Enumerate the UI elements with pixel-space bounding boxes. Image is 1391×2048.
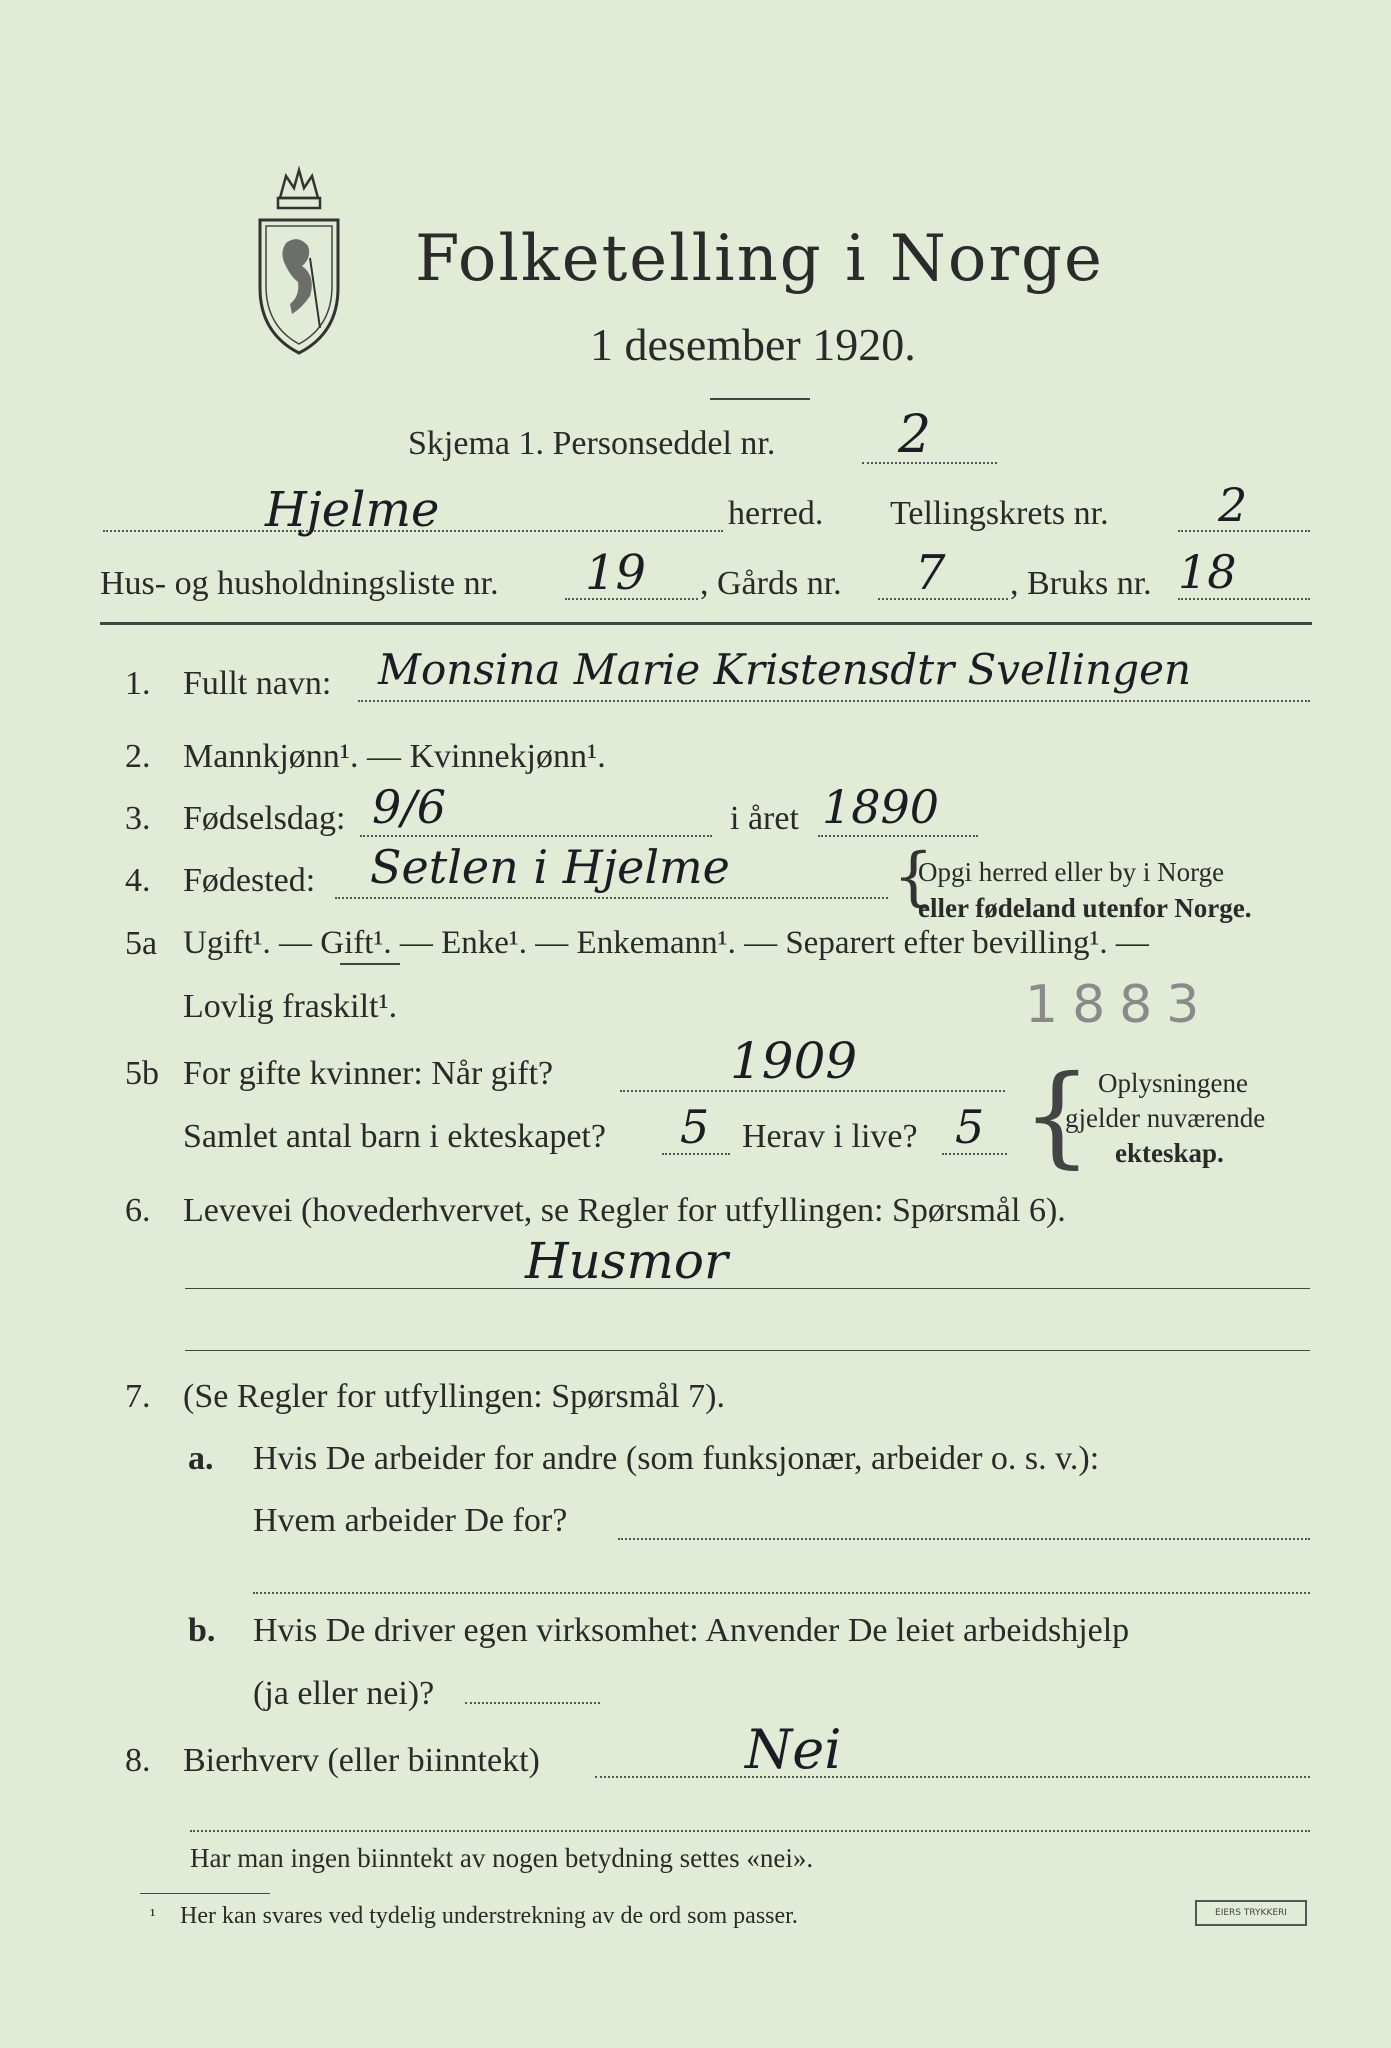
q6-label: Levevei (hovederhvervet, se Regler for utfyllingen: Spørsmål 6). [183, 1192, 1066, 1229]
bruks-label: , Bruks nr. [1010, 565, 1152, 602]
q7a-label2: Hvem arbeider De for? [253, 1502, 568, 1539]
q2-number: 2. [125, 738, 151, 775]
gards-label: , Gårds nr. [700, 565, 842, 602]
q7b-label2: (ja eller nei)? [253, 1675, 435, 1712]
q4-brace: { [893, 840, 934, 914]
herred-value: Hjelme [265, 482, 440, 538]
q5b-note-line2: gjelder nuværende [1065, 1103, 1266, 1133]
birthdate-value: 9/6 [372, 780, 447, 834]
alive-value: 5 [955, 1100, 985, 1154]
q6-line1 [185, 1288, 1310, 1289]
q7b-number: b. [188, 1612, 216, 1649]
q3-line [360, 835, 712, 837]
year-label: i året [730, 800, 799, 837]
q3-number: 3. [125, 800, 151, 837]
q7-number: 7. [125, 1378, 151, 1415]
tellingskrets-label: Tellingskrets nr. [890, 495, 1109, 532]
husholdningsliste-label: Hus- og husholdningsliste nr. [100, 565, 499, 602]
nei-note: Har man ingen biinntekt av nogen betydning settes «nei». [190, 1843, 814, 1873]
q5a-number: 5a [125, 925, 158, 962]
q5b-brace: { [1022, 1051, 1092, 1179]
q1-line [358, 700, 1310, 702]
title-divider [710, 398, 810, 400]
printer-stamp: EIERS TRYKKERI [1195, 1900, 1307, 1926]
footnote-text: Her kan svares ved tydelig understrekning av de ord som passer. [180, 1903, 798, 1929]
footnote-mark: ¹ [150, 1905, 156, 1925]
personseddel-value: 2 [898, 405, 932, 465]
q7a-number: a. [188, 1440, 214, 1477]
q1-number: 1. [125, 665, 151, 702]
q7b-line [465, 1702, 600, 1704]
q6-number: 6. [125, 1192, 151, 1229]
q8-line [595, 1776, 1310, 1778]
q8-label: Bierhverv (eller biinntekt) [183, 1742, 540, 1779]
year-line [818, 835, 978, 837]
q1-label: Fullt navn: [183, 665, 332, 702]
q3-label: Fødselsdag: [183, 800, 346, 837]
birthyear-value: 1890 [822, 780, 940, 834]
q5b-note-line1: Oplysningene [1098, 1068, 1248, 1098]
census-date: 1 desember 1920. [590, 319, 916, 370]
q4-note-line2: eller fødeland utenfor Norge. [918, 893, 1252, 923]
skjema-label: Skjema 1. Personseddel nr. [408, 425, 776, 462]
birthplace-value: Setlen i Hjelme [370, 840, 730, 894]
alive-label: Herav i live? [742, 1118, 918, 1155]
header-rule [100, 622, 1312, 625]
q8-number: 8. [125, 1742, 151, 1779]
full-name-value: Monsina Marie Kristensdtr Svellingen [378, 645, 1191, 694]
q7b-label: Hvis De driver egen virksomhet: Anvender De leiet arbeidshjelp [253, 1612, 1130, 1649]
q5b-label: For gifte kvinner: Når gift? [183, 1055, 554, 1092]
q5a-label2: Lovlig fraskilt¹. [183, 988, 398, 1025]
q4-note-line1: Opgi herred eller by i Norge [918, 857, 1225, 887]
q4-number: 4. [125, 862, 151, 899]
margin-note-1883: 1883 [1025, 975, 1214, 1035]
tellingskrets-value: 2 [1218, 478, 1248, 532]
q4-line [335, 897, 888, 899]
q7a-line2 [253, 1592, 1310, 1594]
q8-line2 [190, 1830, 1310, 1832]
q5b-label2: Samlet antal barn i ekteskapet? [183, 1118, 606, 1155]
bruks-value: 18 [1178, 545, 1237, 599]
herred-label: herred. [728, 495, 824, 532]
q5b-line [620, 1090, 1005, 1092]
q5b-note-line3: ekteskap. [1115, 1138, 1224, 1168]
q5b-number: 5b [125, 1055, 159, 1092]
form-title: Folketelling i Norge [415, 222, 1104, 296]
norwegian-coat-of-arms-icon [250, 158, 348, 358]
husholdningsliste-value: 19 [585, 545, 647, 601]
q2-label: Mannkjønn¹. — Kvinnekjønn¹. [183, 738, 606, 775]
occupation-value: Husmor [525, 1232, 728, 1290]
q7a-line [618, 1538, 1310, 1540]
q5a-label: Ugift¹. — Gift¹. — Enke¹. — Enkemann¹. — Separert efter bevilling¹. — [183, 925, 1149, 961]
side-income-value: Nei [745, 1718, 842, 1781]
q7a-label: Hvis De arbeider for andre (som funksjonær, arbeider o. s. v.): [253, 1440, 1100, 1477]
q4-label: Fødested: [183, 862, 316, 899]
gift-underline [340, 963, 400, 965]
children-value: 5 [680, 1100, 710, 1154]
footnote-rule [140, 1893, 270, 1894]
q6-line2 [185, 1350, 1310, 1351]
q7-label: (Se Regler for utfyllingen: Spørsmål 7). [183, 1378, 726, 1415]
married-year-value: 1909 [730, 1032, 858, 1090]
gards-value: 7 [915, 545, 946, 601]
